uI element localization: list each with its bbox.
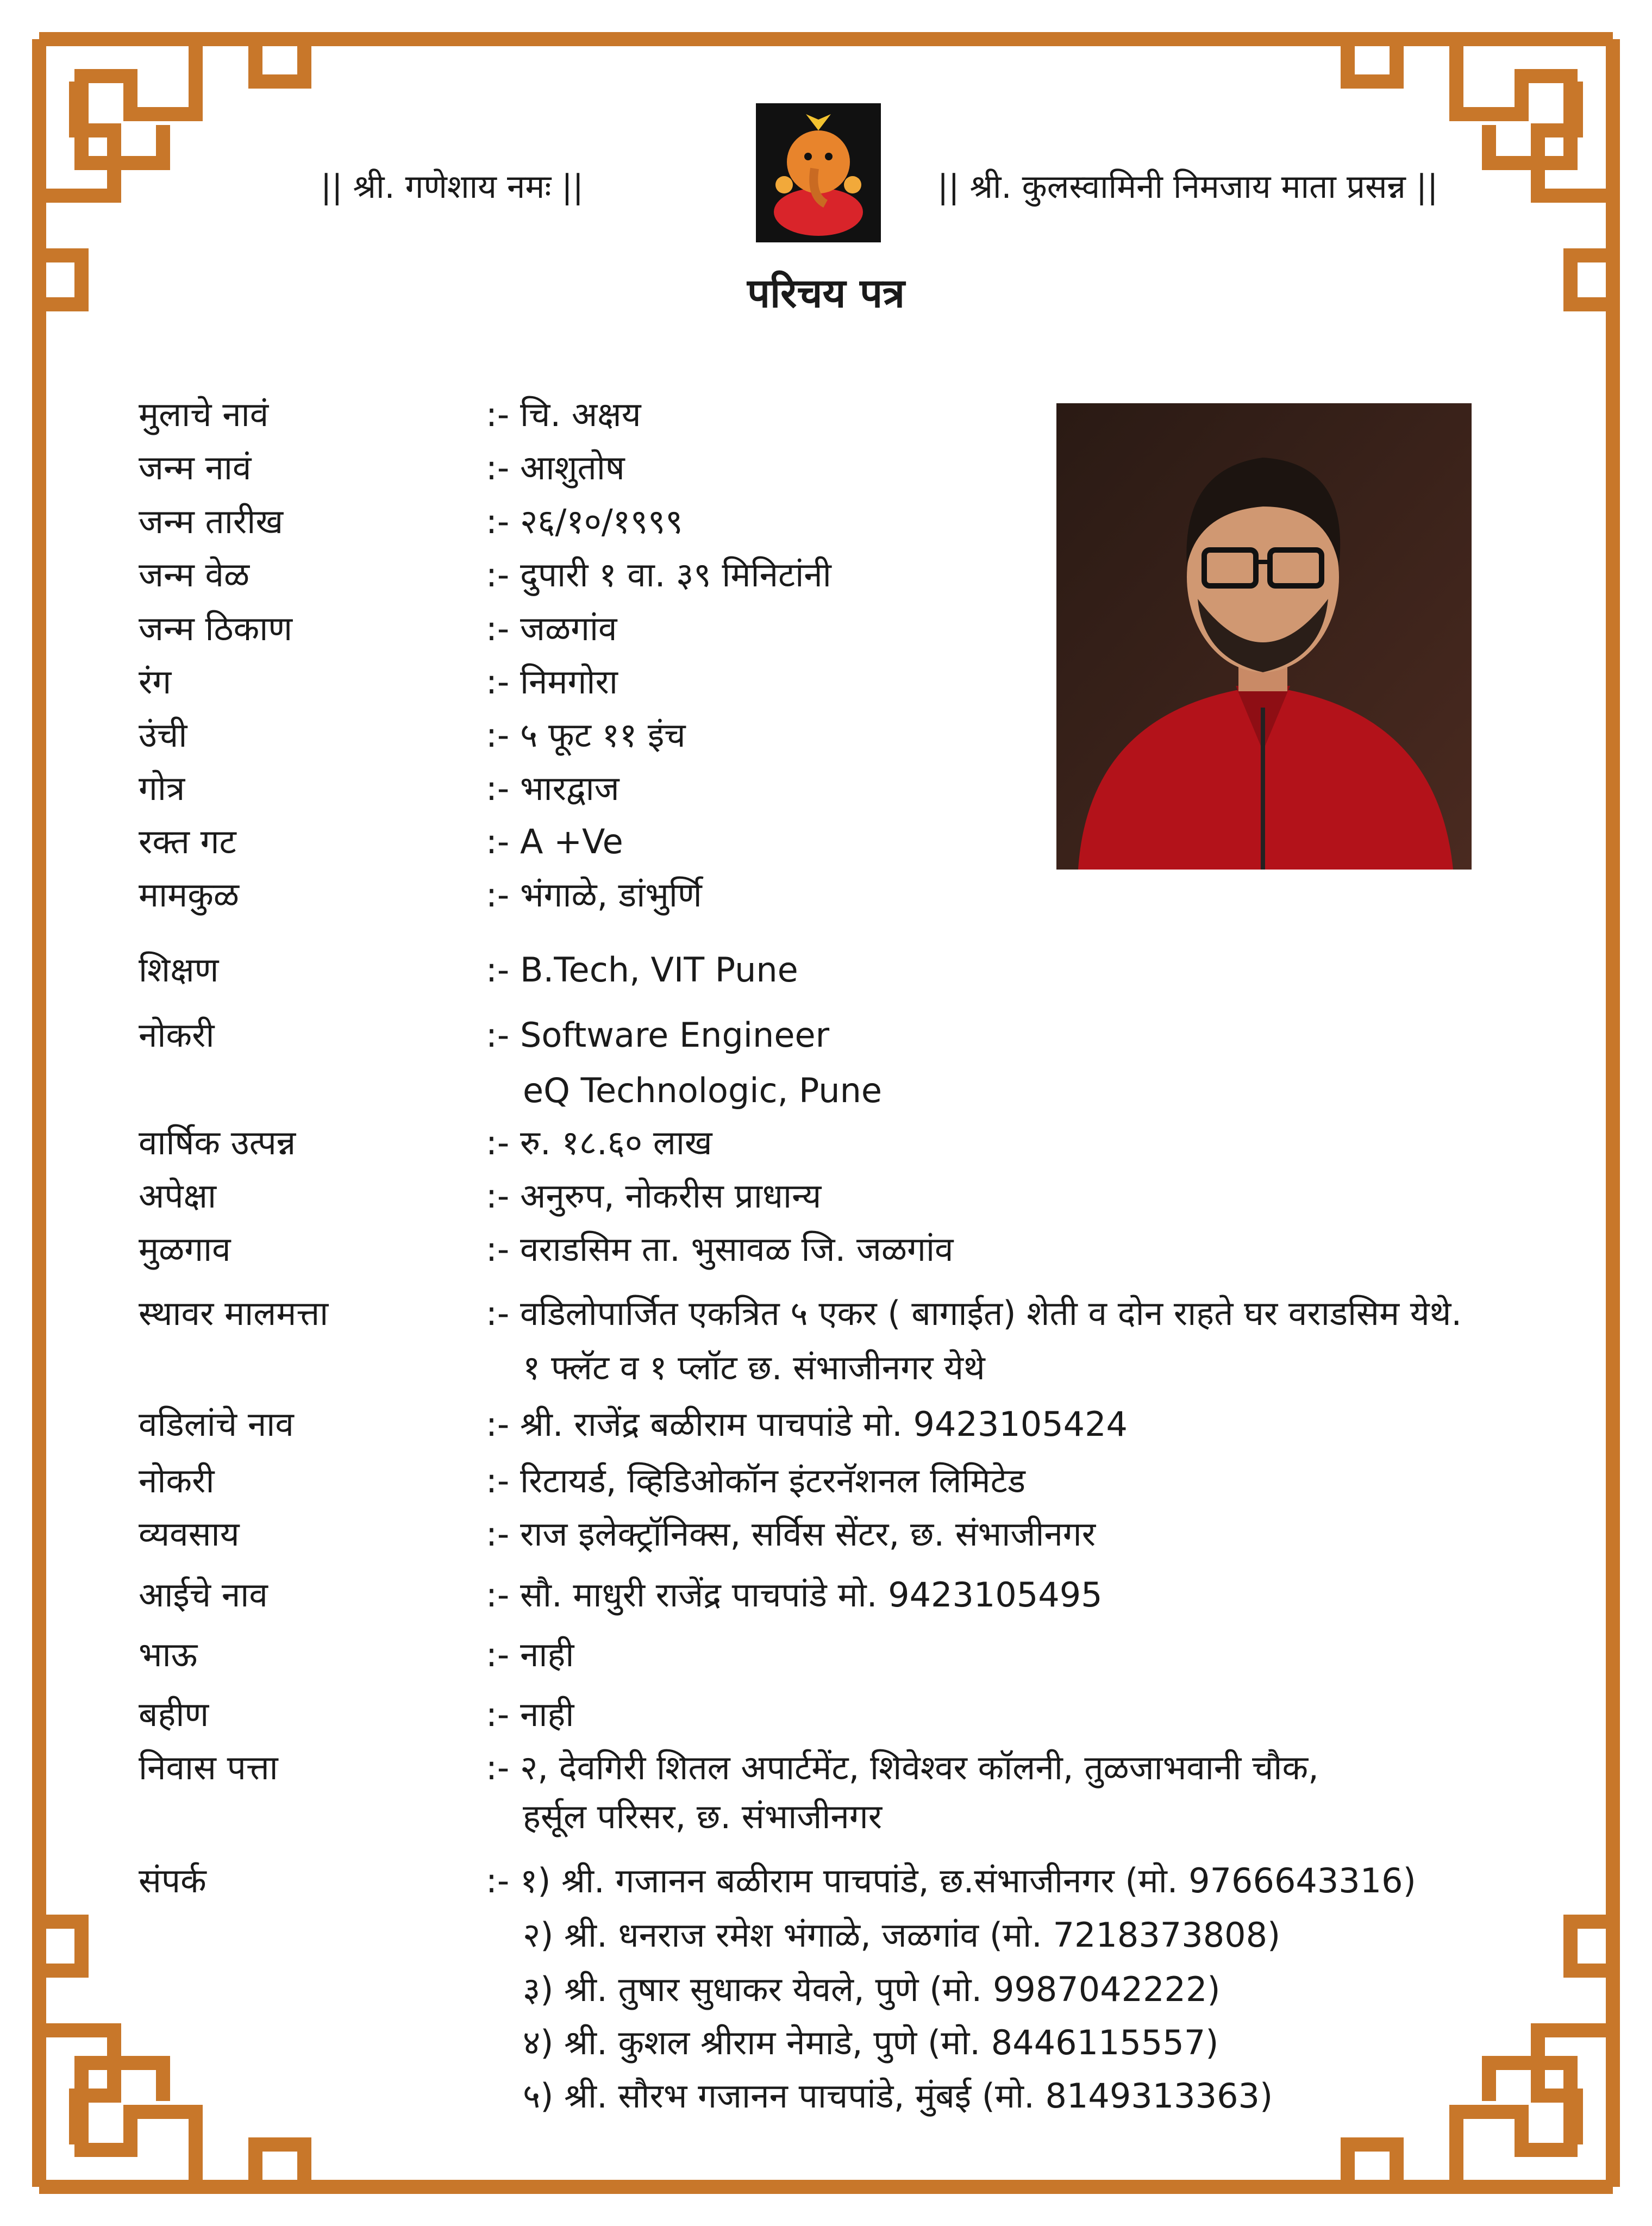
field-label: बहीण <box>139 1694 209 1734</box>
field-value: :- ५ फूट ११ इंच <box>486 715 686 755</box>
field-label: आईचे नाव <box>139 1575 268 1615</box>
field-value: :- आशुतोष <box>486 448 625 487</box>
field-label: नोकरी <box>139 1015 215 1055</box>
field-value: २) श्री. धनराज रमेश भंगाळे, जळगांव (मो. 7218373808) <box>523 1915 1281 1955</box>
field-value: हर्सूल परिसर, छ. संभाजीनगर <box>523 1797 883 1836</box>
field-value: :- निमगोरा <box>486 662 618 702</box>
field-value: :- नाही <box>486 1694 574 1734</box>
field-label: व्यवसाय <box>139 1514 240 1554</box>
field-label: शिक्षण <box>139 950 219 990</box>
field-label: गोत्र <box>139 768 185 808</box>
field-value: ४) श्री. कुशल श्रीराम नेमाडे, पुणे (मो. 8446115557) <box>523 2023 1219 2062</box>
field-value: १ फ्लॅट व १ प्लॉट छ. संभाजीनगर येथे <box>523 1348 985 1387</box>
groom-photo <box>1056 403 1472 870</box>
field-value: ३) श्री. तुषार सुधाकर येवले, पुणे (मो. 9987042222) <box>523 1969 1221 2009</box>
field-label: उंची <box>139 715 187 755</box>
field-value: :- जळगांव <box>486 609 617 648</box>
field-label: रक्त गट <box>139 822 236 861</box>
ganesha-image <box>756 103 881 242</box>
field-label: नोकरी <box>139 1461 215 1500</box>
field-value: :- वडिलोपार्जित एकत्रित ५ एकर ( बागाईत) शेती व दोन राहते घर वराडसिम येथे. <box>486 1293 1462 1333</box>
field-value: :- वराडसिम ता. भुसावळ जि. जळगांव <box>486 1229 954 1269</box>
right-invocation: || श्री. कुलस्वामिनी निमजाय माता प्रसन्न || <box>937 168 1438 206</box>
field-label: जन्म नावं <box>139 448 252 487</box>
field-value: eQ Technologic, Pune <box>523 1071 883 1110</box>
field-value: :- श्री. राजेंद्र बळीराम पाचपांडे मो. 9423105424 <box>486 1404 1128 1444</box>
field-label: भाऊ <box>139 1635 198 1674</box>
field-value: ५) श्री. सौरभ गजानन पाचपांडे, मुंबई (मो. 8149313363) <box>523 2076 1273 2116</box>
field-value: :- २, देवगिरी शितल अपार्टमेंट, शिवेश्वर कॉलनी, तुळजाभवानी चौक, <box>486 1748 1319 1787</box>
left-invocation: || श्री. गणेशाय नमः || <box>321 168 584 206</box>
field-label: मुळगाव <box>139 1229 231 1269</box>
field-label: वार्षिक उत्पन्न <box>139 1123 296 1162</box>
field-label: संपर्क <box>139 1861 206 1900</box>
field-label: जन्म ठिकाण <box>139 609 293 648</box>
field-label: अपेक्षा <box>139 1176 217 1216</box>
field-value: :- सौ. माधुरी राजेंद्र पाचपांडे मो. 9423105495 <box>486 1575 1103 1615</box>
field-label: रंग <box>139 662 172 702</box>
field-value: :- रिटायर्ड, व्हिडिओकॉन इंटरनॅशनल लिमिटेड <box>486 1461 1025 1500</box>
field-value: :- B.Tech, VIT Pune <box>486 950 798 990</box>
field-value: :- १) श्री. गजानन बळीराम पाचपांडे, छ.संभाजीनगर (मो. 9766643316) <box>486 1861 1416 1900</box>
field-label: मुलाचे नावं <box>139 395 269 434</box>
field-label: वडिलांचे नाव <box>139 1404 294 1444</box>
field-label: जन्म तारीख <box>139 502 284 541</box>
field-label: निवास पत्ता <box>139 1748 278 1787</box>
field-value: :- भारद्वाज <box>486 768 620 808</box>
field-label: जन्म वेळ <box>139 555 250 595</box>
field-value: :- अनुरुप, नोकरीस प्राधान्य <box>486 1176 822 1216</box>
field-label: मामकुळ <box>139 875 239 915</box>
page-title: परिचय पत्र <box>747 270 905 317</box>
field-value: :- भंगाळे, डांभुर्णि <box>486 875 702 915</box>
field-value: :- A +Ve <box>486 822 623 861</box>
field-value: :- रु. १८.६० लाख <box>486 1123 712 1162</box>
field-value: :- २६/१०/१९९९ <box>486 502 683 541</box>
field-value: :- Software Engineer <box>486 1015 830 1055</box>
field-value: :- नाही <box>486 1635 574 1674</box>
field-value: :- चि. अक्षय <box>486 395 641 434</box>
field-value: :- दुपारी १ वा. ३९ मिनिटांनी <box>486 555 831 595</box>
field-label: स्थावर मालमत्ता <box>139 1293 329 1333</box>
field-value: :- राज इलेक्ट्रॉनिक्स, सर्विस सेंटर, छ. संभाजीनगर <box>486 1514 1096 1554</box>
